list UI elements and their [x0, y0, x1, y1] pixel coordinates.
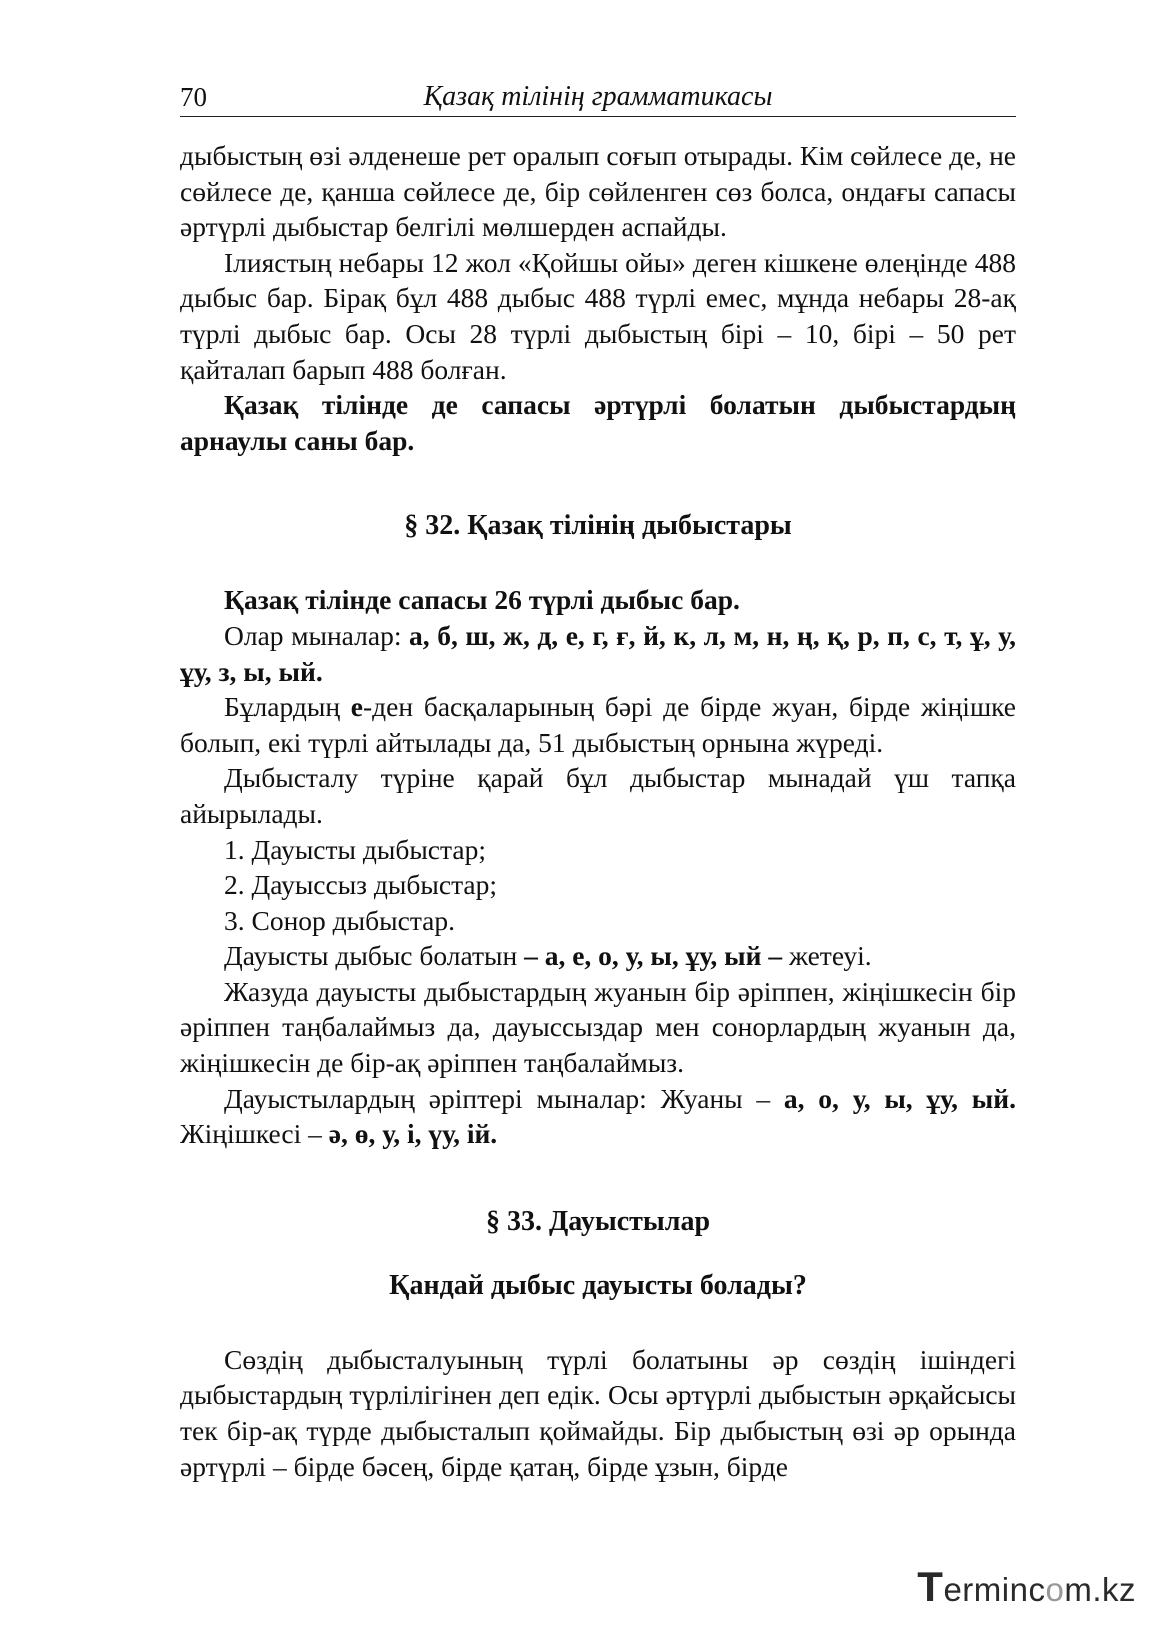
letters-intro: Олар мыналар: [224, 619, 410, 651]
termincom-watermark-logo [917, 1563, 1136, 1611]
list-item: 2. Дауыссыз дыбыстар; [224, 869, 498, 901]
p9-bold-1: а, о, у, ы, ұу, ый. [783, 1082, 1017, 1114]
running-title: Қазақ тілінің грамматикасы [423, 81, 773, 112]
p5-text-a: Бұлардың [224, 691, 351, 723]
p9-bold-2: ә, ө, у, і, үу, ій. [328, 1118, 498, 1150]
watermark-initial: T [917, 1563, 944, 1610]
watermark-tail: m.kz [1064, 1571, 1136, 1608]
p7-text-b: жетеуі. [782, 940, 872, 972]
section-32-lead: Қазақ тілінде сапасы 26 түрлі дыбыс бар. [224, 584, 740, 616]
page-body [180, 138, 1016, 1484]
p5-bold: е [350, 691, 364, 723]
letters-list: а, б, ш, ж, д, е, г, ғ, й, к, л, м, н, ң, қ, р, п, с, т, ұ, у, ұу, з, ы, ый. [180, 619, 1016, 687]
p7-text-a: Дауысты дыбыс болатын [224, 940, 525, 972]
paragraph-10: Сөздің дыбысталуының түрлі болатыны әр сөздің ішіндегі дыбыстардың түрлілігінен деп едік. Осы әртүрлі дыбыстын әрқайсысы тек бір-ақ түрде дыбысталып қоймайды. Бір дыбыстың өзі әр орында әртүрлі – бірде бәсең, бірде қатаң, бірде ұзын, бірде [180, 1343, 1016, 1482]
section-33-heading: § 33. Дауыстылар [485, 1205, 711, 1237]
paragraph-5 [180, 689, 1016, 760]
section-33-subheading: Қандай дыбыс дауысты болады? [389, 1269, 807, 1301]
p9-text-b: Жіңішкесі – [180, 1118, 329, 1150]
paragraph-9 [180, 1081, 1016, 1152]
list-item: 3. Сонор дыбыстар. [224, 904, 456, 936]
letters-paragraph [180, 618, 1016, 689]
paragraph-2: Ілиястың небары 12 жол «Қойшы ойы» деген кішкене өлеңінде 488 дыбыс бар. Бірақ бұл 488 дыбыс 488 түрлі емес, мұнда небары 28-ақ түрлі дыбыс бар. Осы 28 түрлі дыбыстың бірі – 10, бірі – 50 рет қайталап барып 488 болған. [180, 246, 1016, 385]
paragraph-6: Дыбысталу түріне қарай бұл дыбыстар мынадай үш тапқа айырылады. [180, 762, 1016, 829]
p9-text-a: Дауыстылардың әріптері мыналар: Жуаны – [224, 1082, 784, 1114]
section-32-heading: § 32. Қазақ тілінің дыбыстары [404, 510, 792, 542]
paragraph-7 [180, 938, 1016, 974]
paragraph-3: Қазақ тілінде де сапасы әртүрлі болатын дыбыстардың арнаулы саны бар. [180, 389, 1016, 456]
paragraph-1: дыбыстың өзі әлденеше рет оралып соғып отырады. Кім сөйлесе де, не сөйлесе де, қанша сөйлесе де, бір сөйленген сөз болса, ондағы сапасы әртүрлі дыбыстар белгілі мөлшерден аспайды. [180, 140, 1016, 243]
p5-text-b: -ден басқаларының бәрі де бірде жуан, бірде жіңішке болып, екі түрлі айтылады да, 51 дыбыстың орнына жүреді. [180, 691, 1017, 758]
watermark-text: erminc [943, 1571, 1046, 1608]
p7-bold: – а, е, о, у, ы, ұу, ый – [524, 940, 783, 972]
watermark-o: o [1045, 1571, 1065, 1608]
list-item: 1. Дауысты дыбыстар; [224, 833, 486, 865]
page-header [180, 78, 1016, 117]
paragraph-8: Жазуда дауысты дыбыстардың жуанын бір әріппен, жіңішкесін бір әріппен таңбалаймыз да, дауыссыздар мен сонорлардың жуанын да, жіңішкесін де бір-ақ әріппен таңбалаймыз. [180, 975, 1016, 1079]
page-number: 70 [180, 82, 207, 112]
